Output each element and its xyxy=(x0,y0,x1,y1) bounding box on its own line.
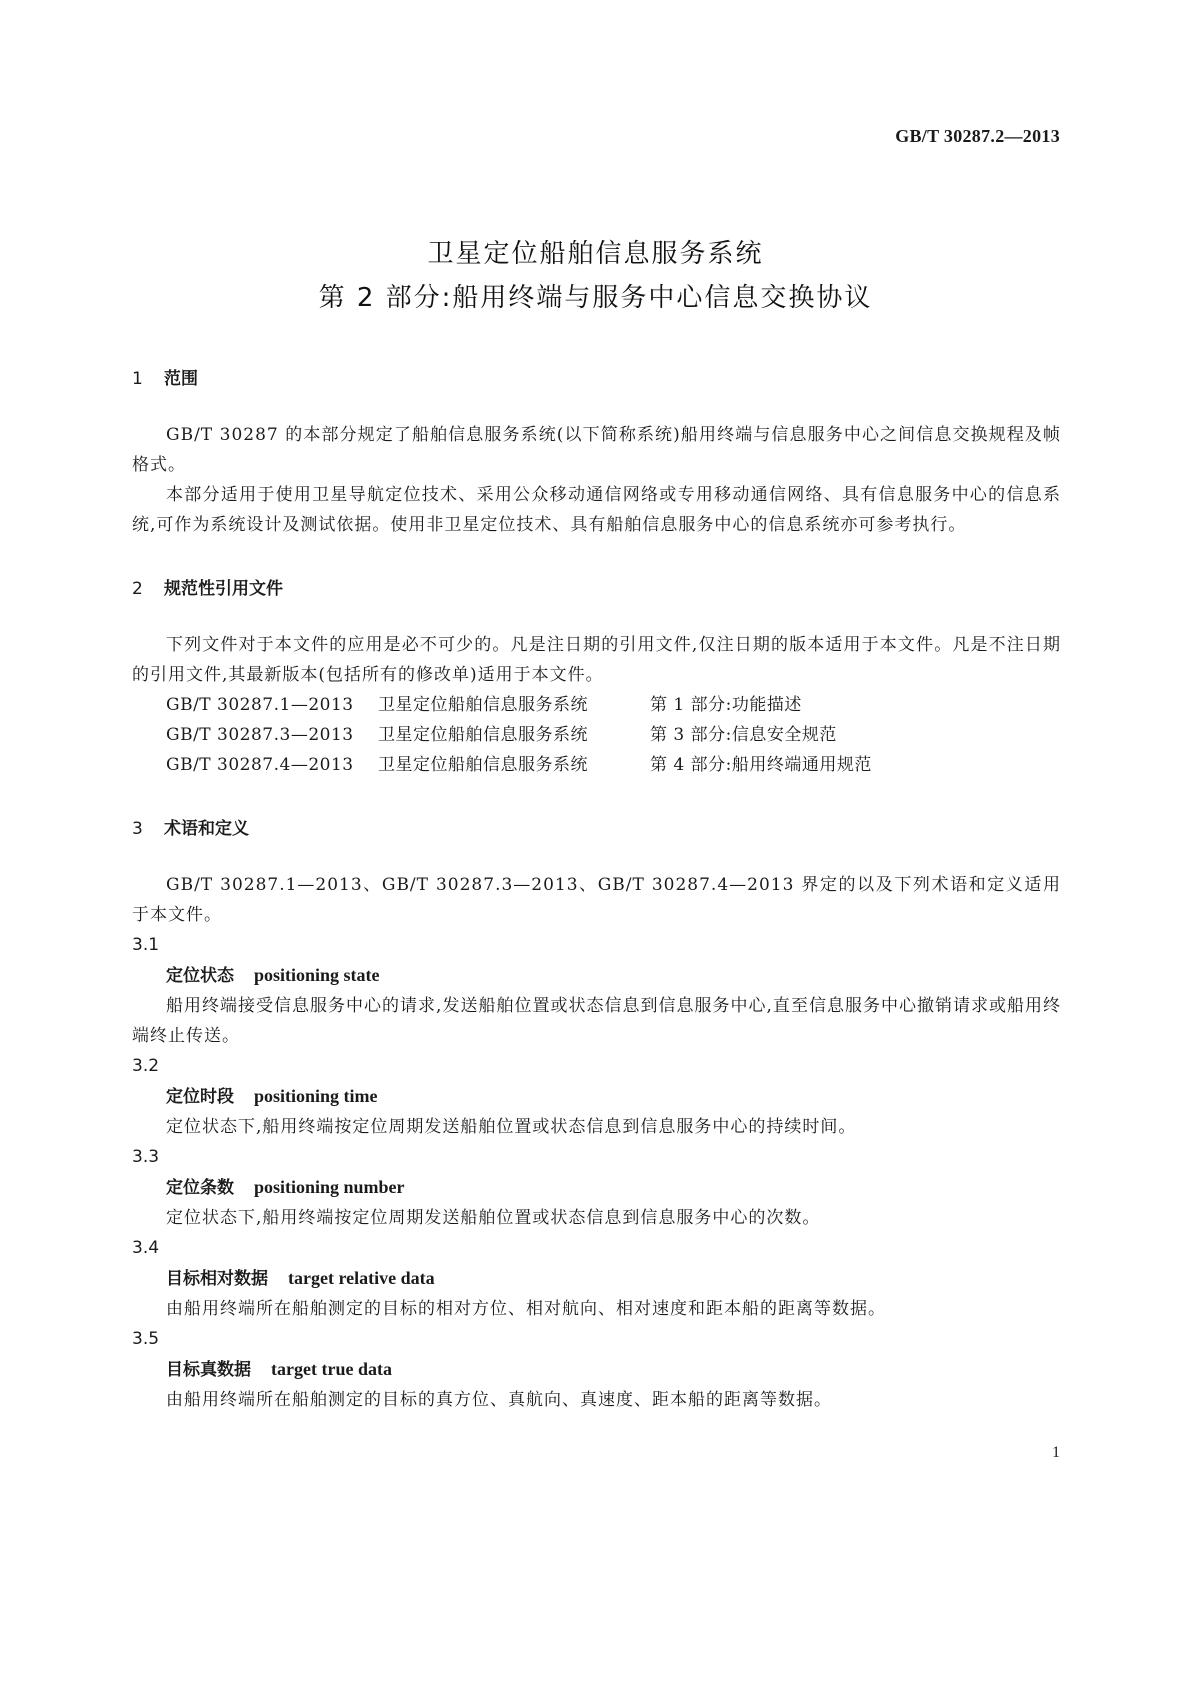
term-name-zh: 定位时段 xyxy=(166,1087,234,1107)
section-title: 术语和定义 xyxy=(164,819,249,839)
term-name xyxy=(132,1172,1061,1203)
term-definition: 定位状态下,船用终端按定位周期发送船舶位置或状态信息到信息服务中心的持续时间。 xyxy=(166,1117,857,1137)
title-line-1: 卫星定位船舶信息服务系统 xyxy=(427,239,764,269)
term-definition: 定位状态下,船用终端按定位周期发送船舶位置或状态信息到信息服务中心的次数。 xyxy=(166,1208,821,1228)
reference-code: GB/T 30287.3—2013 xyxy=(166,725,354,745)
section-number: 1 xyxy=(132,369,143,389)
reference-part: 第 1 部分:功能描述 xyxy=(650,695,802,715)
reference-part: 第 3 部分:信息安全规范 xyxy=(650,725,837,745)
section-3-heading xyxy=(132,816,1061,842)
section-number: 3 xyxy=(132,819,143,839)
term-definition: 船用终端接受信息服务中心的请求,发送船舶位置或状态信息到信息服务中心,直至信息服务中心撤销请求或船用终端终止传送。 xyxy=(132,996,1061,1046)
reference-code: GB/T 30287.4—2013 xyxy=(166,755,354,775)
title-block xyxy=(0,232,1191,320)
term-name xyxy=(132,960,1061,991)
document-body xyxy=(132,366,1061,1415)
term-definition: 由船用终端所在船舶测定的目标的真方位、真航向、真速度、距本船的距离等数据。 xyxy=(166,1390,832,1410)
section-2-heading xyxy=(132,576,1061,602)
term-name-en: positioning time xyxy=(254,1086,378,1106)
paragraph: 本部分适用于使用卫星导航定位技术、采用公众移动通信网络或专用移动通信网络、具有信息服务中心的信息系统,可作为系统设计及测试依据。使用非卫星定位技术、具有船舶信息服务中心的信息系统亦可参考执行。 xyxy=(132,485,1061,535)
term-name xyxy=(132,1081,1061,1112)
term-name-en: positioning state xyxy=(254,965,380,985)
term-definition: 由船用终端所在船舶测定的目标的相对方位、相对航向、相对速度和距本船的距离等数据。 xyxy=(166,1299,886,1319)
section-title: 范围 xyxy=(164,369,198,389)
term-name xyxy=(132,1354,1061,1385)
term-name-en: positioning number xyxy=(254,1177,405,1197)
term-name-en: target true data xyxy=(271,1359,392,1379)
reference-part: 第 4 部分:船用终端通用规范 xyxy=(650,755,872,775)
term-name xyxy=(132,1263,1061,1294)
term-number: 3.3 xyxy=(132,1147,160,1167)
normative-reference xyxy=(132,690,1061,720)
paragraph: GB/T 30287 的本部分规定了船舶信息服务系统(以下简称系统)船用终端与信息服务中心之间信息交换规程及帧格式。 xyxy=(132,425,1061,475)
paragraph: 下列文件对于本文件的应用是必不可少的。凡是注日期的引用文件,仅注日期的版本适用于本文件。凡是不注日期的引用文件,其最新版本(包括所有的修改单)适用于本文件。 xyxy=(132,635,1061,685)
title-line-2: 第 2 部分:船用终端与服务中心信息交换协议 xyxy=(318,283,873,313)
reference-code: GB/T 30287.1—2013 xyxy=(166,695,354,715)
section-1-heading xyxy=(132,366,1061,392)
term-name-zh: 目标真数据 xyxy=(166,1360,251,1380)
normative-reference xyxy=(132,720,1061,750)
reference-system: 卫星定位船舶信息服务系统 xyxy=(378,695,588,715)
term-number: 3.2 xyxy=(132,1056,160,1076)
section-title: 规范性引用文件 xyxy=(164,579,283,599)
term-number: 3.1 xyxy=(132,935,160,955)
term-name-zh: 目标相对数据 xyxy=(166,1269,268,1289)
section-number: 2 xyxy=(132,579,143,599)
paragraph: GB/T 30287.1—2013、GB/T 30287.3—2013、GB/T 30287.4—2013 界定的以及下列术语和定义适用于本文件。 xyxy=(132,875,1061,925)
term-number: 3.5 xyxy=(132,1329,160,1349)
term-name-zh: 定位状态 xyxy=(166,966,234,986)
term-name-zh: 定位条数 xyxy=(166,1178,234,1198)
normative-reference xyxy=(132,750,1061,780)
standard-code: GB/T 30287.2—2013 xyxy=(895,126,1060,146)
term-name-en: target relative data xyxy=(288,1268,435,1288)
reference-system: 卫星定位船舶信息服务系统 xyxy=(378,755,588,775)
reference-system: 卫星定位船舶信息服务系统 xyxy=(378,725,588,745)
page-number: 1 xyxy=(1052,1444,1060,1461)
term-number: 3.4 xyxy=(132,1238,160,1258)
